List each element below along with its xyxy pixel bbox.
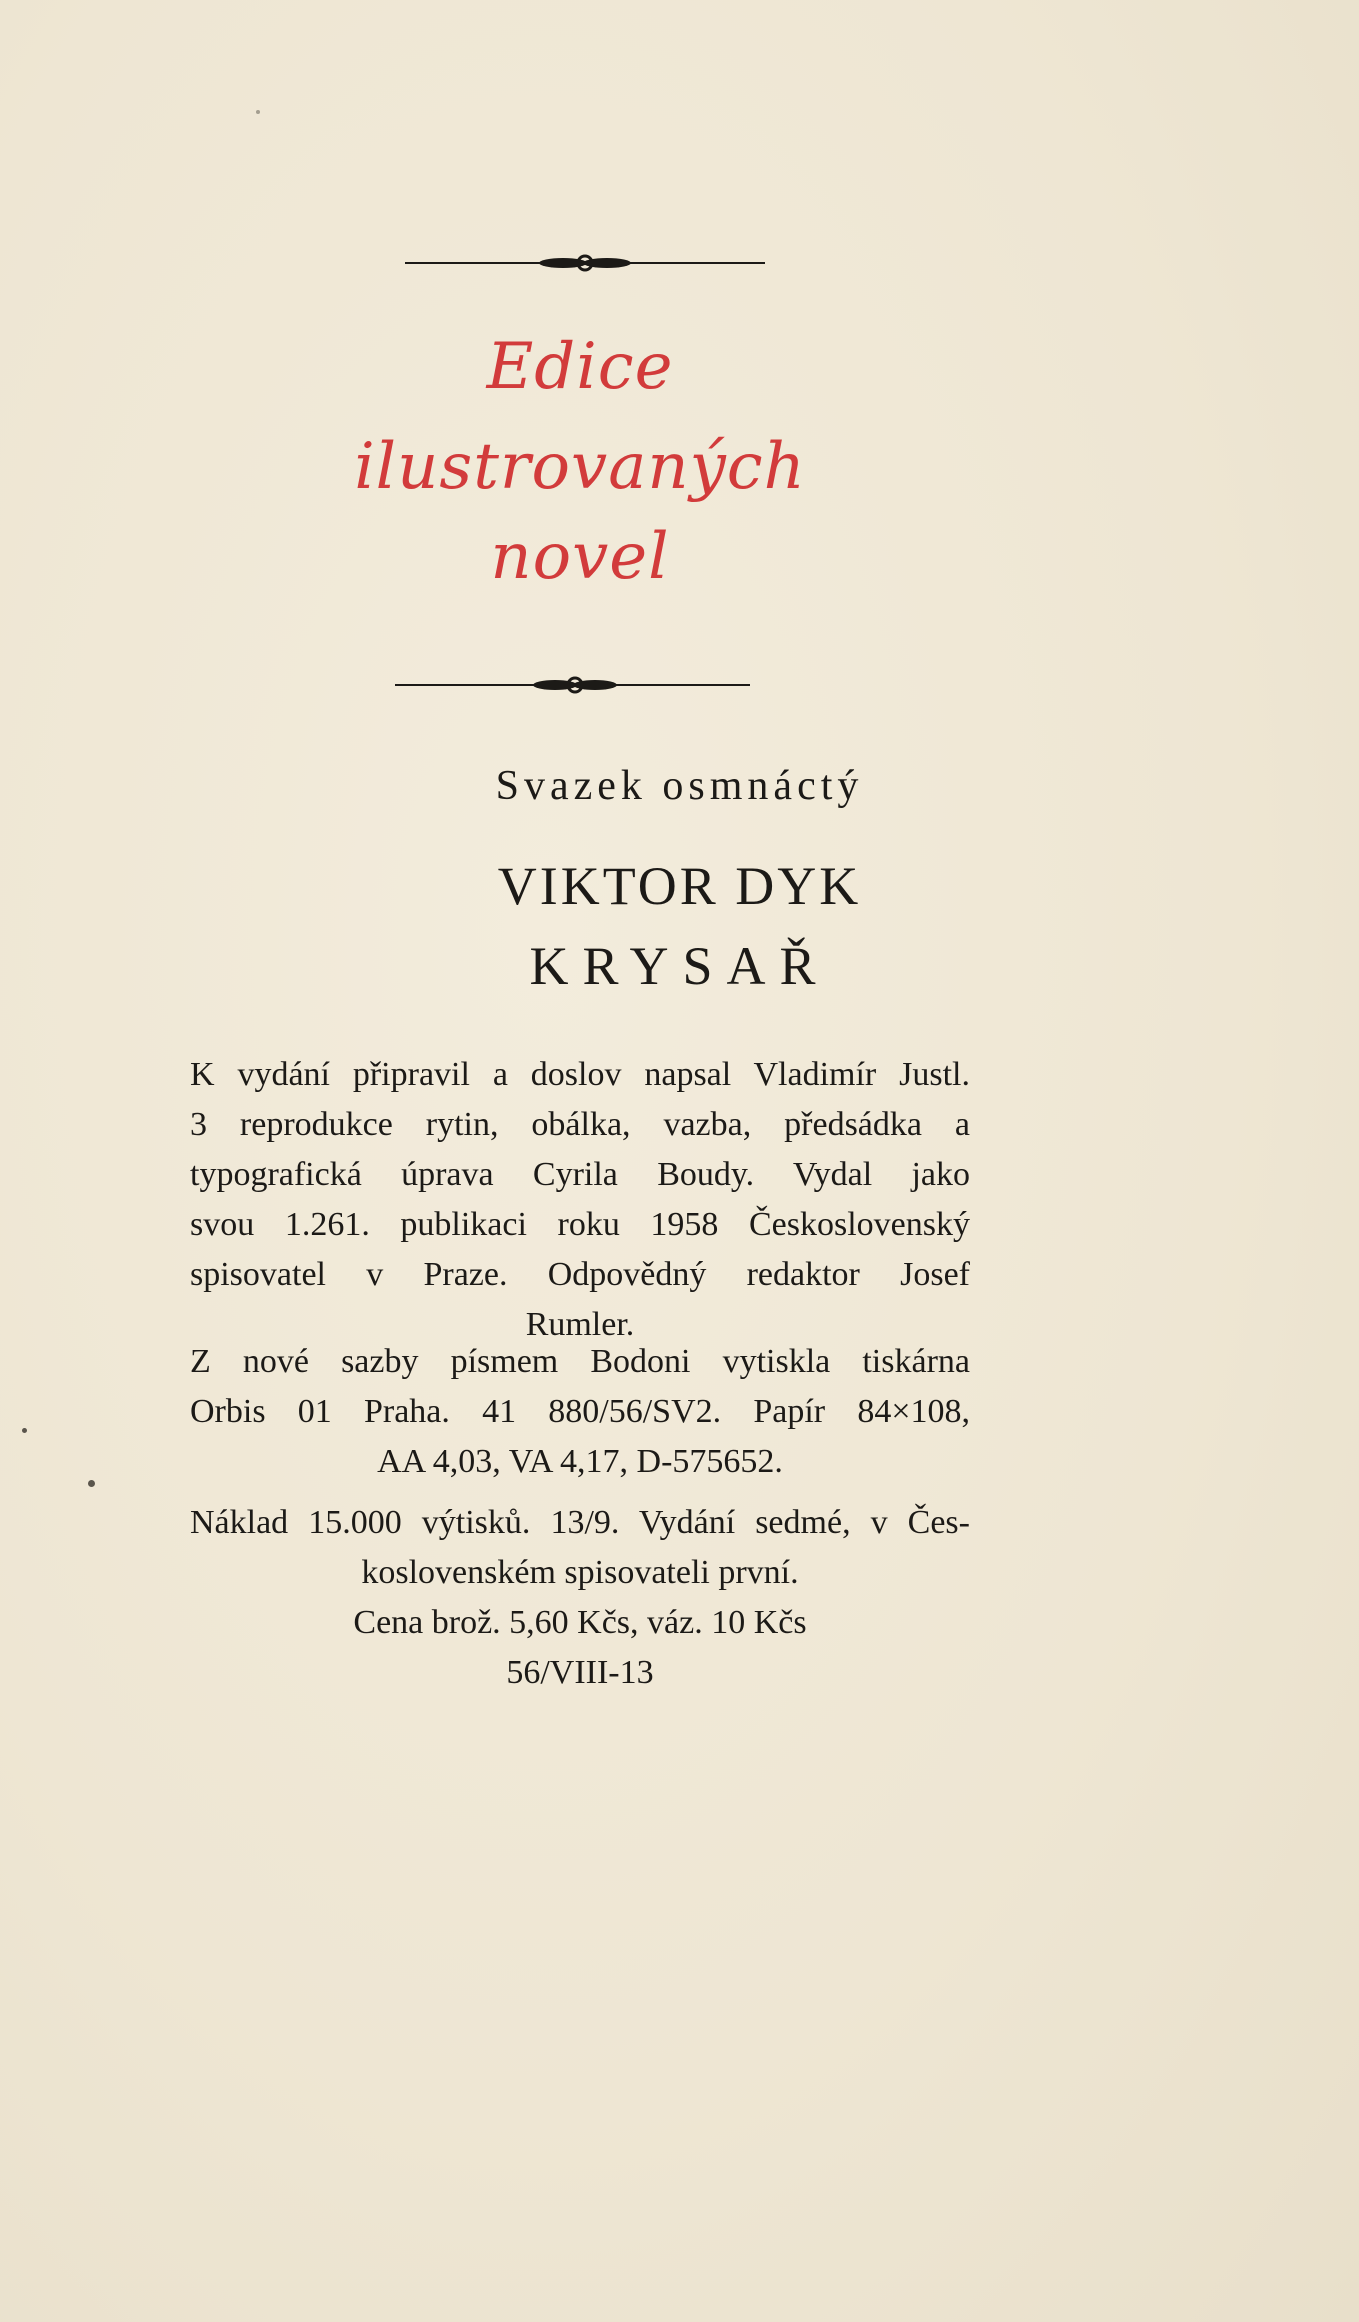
- paper-speck: [22, 1428, 27, 1433]
- imprint-line: AA 4,03, VA 4,17, D-575652.: [377, 1443, 783, 1480]
- imprint-line: koslovenském spisovateli první.: [361, 1554, 799, 1591]
- imprint-line: Z nové sazby písmem Bodoni vytiskla tiskárna: [190, 1343, 970, 1380]
- imprint-line: svou 1.261. publikaci roku 1958 Československý: [190, 1206, 970, 1243]
- imprint-line: Cena brož. 5,60 Kčs, váz. 10 Kčs: [353, 1604, 807, 1641]
- imprint-line: Orbis 01 Praha. 41 880/56/SV2. Papír 84×108,: [190, 1393, 970, 1430]
- series-line-1: Edice: [486, 330, 674, 404]
- volume-number: Svazek osmnáctý: [495, 763, 864, 809]
- imprint-line: Rumler.: [525, 1306, 635, 1343]
- book-title: KRYSAŘ: [529, 936, 830, 996]
- imprint-line: K vydání připravil a doslov napsal Vladimír Justl.: [190, 1056, 970, 1093]
- paper-speck: [256, 110, 260, 114]
- imprint-paragraph-1: [190, 1050, 970, 1350]
- bottom-ornament-rule: [395, 672, 750, 698]
- author-name: VIKTOR DYK: [497, 856, 862, 916]
- top-ornament-rule: [405, 250, 765, 276]
- series-line-3: novel: [490, 520, 670, 594]
- imprint-line: typografická úprava Cyrila Boudy. Vydal jako: [190, 1156, 970, 1193]
- paper-speck: [88, 1480, 95, 1487]
- series-title: [330, 310, 830, 610]
- imprint-line: 3 reprodukce rytin, obálka, vazba, předsádka a: [190, 1106, 970, 1143]
- imprint-paragraph-2: [190, 1337, 970, 1487]
- series-line-2: ilustrovaných: [354, 430, 806, 504]
- imprint-line: 56/VIII-13: [506, 1654, 654, 1691]
- imprint-line: Náklad 15.000 výtisků. 13/9. Vydání sedmé, v Čes-: [190, 1504, 970, 1541]
- imprint-paragraph-3: [190, 1498, 970, 1698]
- imprint-line: spisovatel v Praze. Odpovědný redaktor Josef: [190, 1256, 970, 1293]
